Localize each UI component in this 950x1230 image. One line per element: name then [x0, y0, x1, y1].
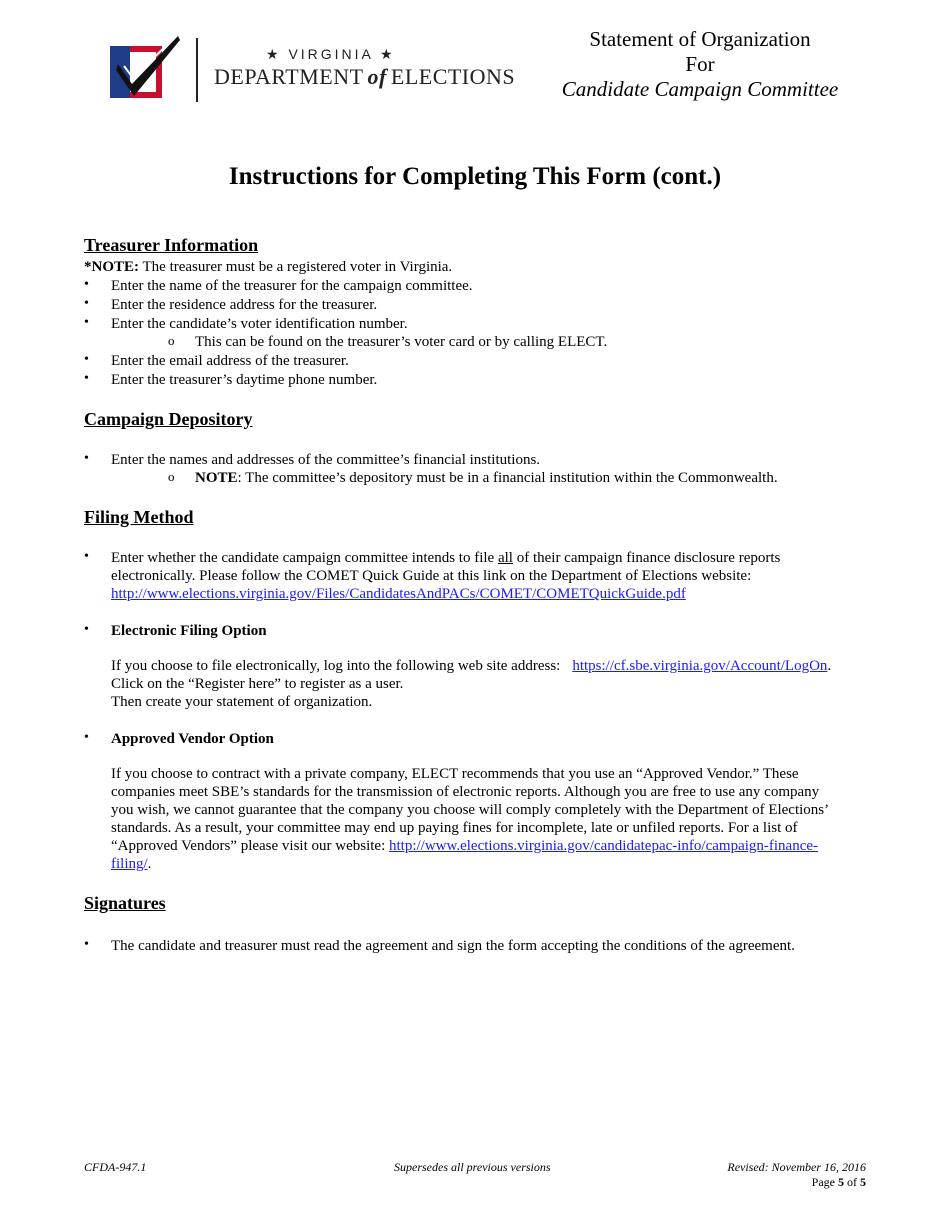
- logon-link[interactable]: https://cf.sbe.virginia.gov/Account/LogOn: [572, 658, 828, 674]
- comet-guide-link[interactable]: http://www.elections.virginia.gov/Files/CandidatesAndPACs/COMET/COMETQuickGuide.pdf: [111, 586, 686, 602]
- logo-department: DEPARTMENT of ELECTIONS: [214, 64, 516, 89]
- bullet-icon: •: [84, 371, 89, 386]
- elections-logo: [106, 34, 516, 106]
- treasurer-heading: Treasurer Information: [84, 235, 259, 255]
- approved-vendor-text: If you choose to contract with a private company, ELECT recommends that you use an “Approved Vendor.” These companies meet SBE’s standards for the transmission of electronic reports. Although you are free to use any company you wish, we cannot guarantee that the company you choose will comply completely with the Department of Elections’ standards. As a result, your committee may end up paying fines for incomplete, late or unfiled reports. For a list of “Approved Vendors” please visit our website: http://www.elections.virginia.gov/candidatepac-info/campaign-finance- filing/.: [111, 766, 830, 872]
- page-number: Page 5 of 5: [811, 1175, 866, 1189]
- depository-item: Enter the names and addresses of the committee’s financial institutions.: [111, 452, 541, 468]
- page-title: Instructions for Completing This Form (cont.): [228, 163, 722, 190]
- filing-item-line-2: electronically. Please follow the COMET Quick Guide at this link on the Department of Elections website:: [111, 568, 752, 584]
- vendor-link-cont[interactable]: filing/: [111, 856, 148, 872]
- bullet-icon: •: [84, 315, 89, 330]
- bullet-icon: •: [84, 296, 89, 311]
- electronic-filing-text: If you choose to file electronically, log into the following web site address: https://cf.sbe.virginia.gov/Account/LogOn. Click on the “Register here” to register as a user. Then create your statement of organization.: [111, 658, 832, 710]
- statement-line-1: Statement of Organization: [589, 27, 811, 51]
- treasurer-sub-item: This can be found on the treasurer’s voter card or by calling ELECT.: [195, 334, 608, 350]
- footer-form-id: CFDA-947.1: [84, 1160, 147, 1174]
- bullet-icon: •: [84, 277, 89, 292]
- filing-item: [111, 549, 871, 603]
- signatures-item: The candidate and treasurer must read the agreement and sign the form accepting the conditions of the agreement.: [111, 938, 795, 954]
- treasurer-item-5: Enter the treasurer’s daytime phone number.: [111, 372, 378, 388]
- statement-title: [540, 27, 860, 102]
- footer-supersedes: Supersedes all previous versions: [394, 1160, 551, 1174]
- filing-heading: Filing Method: [84, 507, 194, 527]
- treasurer-item-4: Enter the email address of the treasurer.: [111, 353, 349, 369]
- depository-heading: Campaign Depository: [84, 409, 253, 429]
- treasurer-item-1: Enter the name of the treasurer for the campaign committee.: [111, 278, 473, 294]
- bullet-icon: •: [84, 730, 89, 745]
- logo-divider: [196, 38, 198, 102]
- statement-line-3: Candidate Campaign Committee: [561, 77, 839, 101]
- circle-bullet-icon: o: [168, 333, 175, 348]
- bullet-icon: •: [84, 937, 89, 952]
- bullet-icon: •: [84, 622, 89, 637]
- bullet-icon: •: [84, 451, 89, 466]
- statement-line-2: For: [685, 52, 715, 76]
- filing-item-line-1: Enter whether the candidate campaign committee intends to file all of their campaign finance disclosure reports: [111, 550, 781, 566]
- vendor-link[interactable]: http://www.elections.virginia.gov/candidatepac-info/campaign-finance-: [389, 838, 819, 854]
- treasurer-item-3: Enter the candidate’s voter identification number.: [111, 316, 408, 332]
- depository-note: NOTE: The committee’s depository must be in a financial institution within the Commonwealth.: [195, 470, 778, 486]
- footer-revised: Revised: November 16, 2016: [727, 1160, 866, 1174]
- checkmark-logo-icon: [106, 34, 186, 106]
- treasurer-item-2: Enter the residence address for the treasurer.: [111, 297, 378, 313]
- bullet-icon: •: [84, 352, 89, 367]
- treasurer-note: *NOTE: The treasurer must be a registered voter in Virginia.: [84, 259, 453, 275]
- signatures-heading: Signatures: [84, 893, 166, 913]
- electronic-filing-heading: Electronic Filing Option: [111, 623, 267, 639]
- approved-vendor-heading: Approved Vendor Option: [111, 731, 274, 747]
- circle-bullet-icon: o: [168, 469, 175, 484]
- bullet-icon: •: [84, 549, 89, 564]
- logo-virginia: ★ VIRGINIA ★: [266, 46, 396, 62]
